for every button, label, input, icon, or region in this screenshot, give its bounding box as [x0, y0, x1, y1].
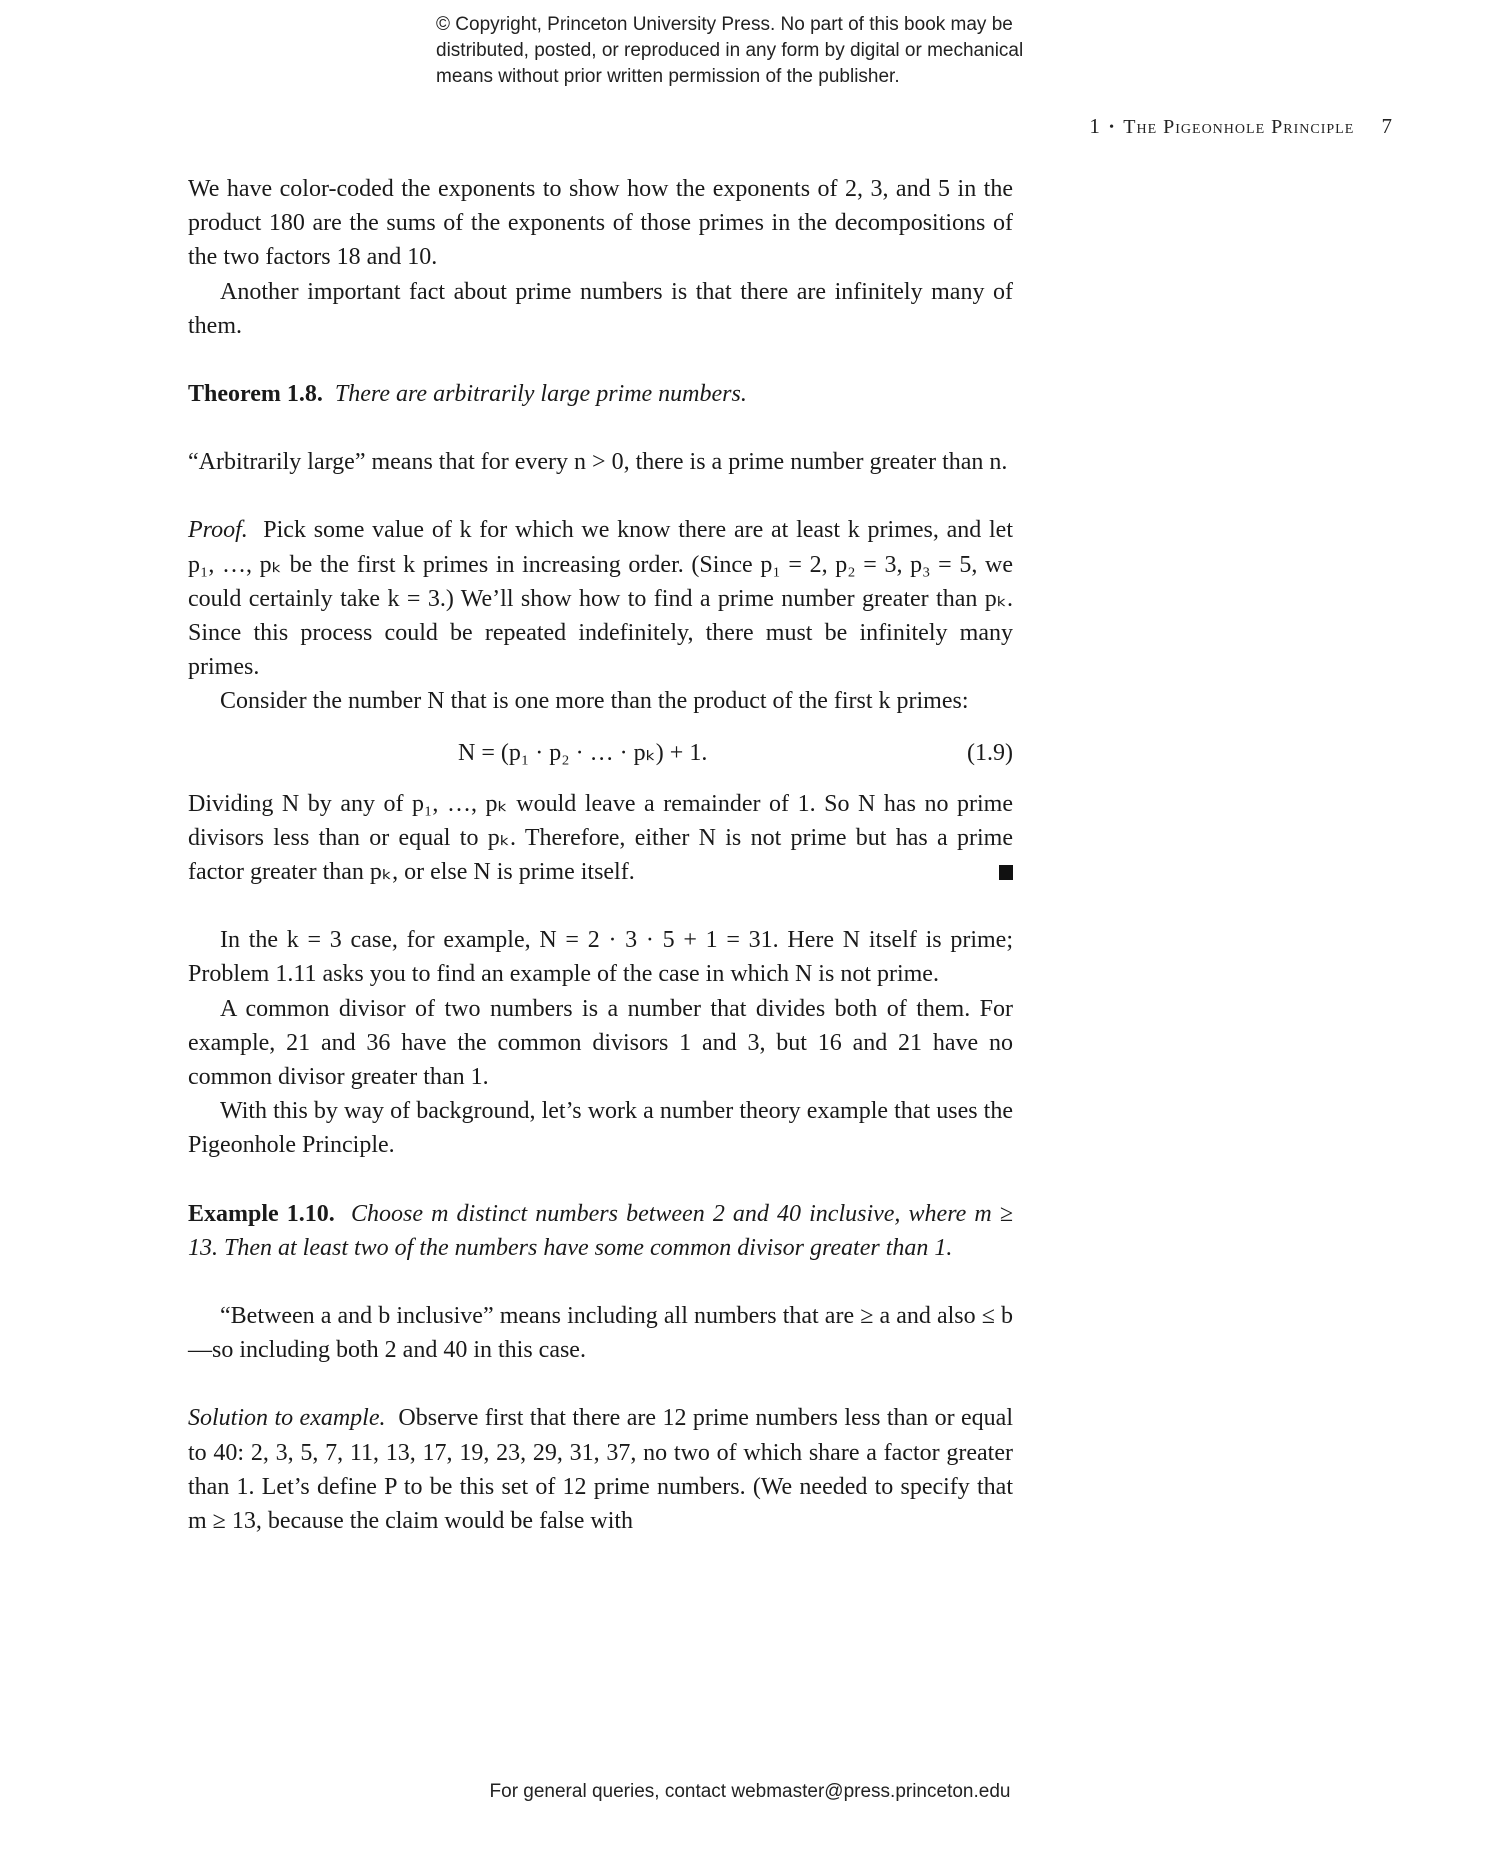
example-statement: Choose m distinct numbers between 2 and 40 inclusive, where m ≥ 13. Then at least two of the numbers have some common divisor greater than 1.: [188, 1200, 1014, 1261]
footer-contact: For general queries, contact webmaster@press.princeton.edu: [489, 1781, 1011, 1802]
paragraph: “Between a and b inclusive” means including all numbers that are ≥ a and also ≤ b—so including both 2 and 40 in this case.: [188, 1303, 1013, 1364]
copyright-line: means without prior written permission of the publisher.: [436, 66, 900, 87]
paragraph: Another important fact about prime numbers is that there are infinitely many of them.: [188, 278, 1013, 339]
solution-label: Solution to example.: [188, 1405, 386, 1432]
qed-square-icon: [999, 865, 1013, 880]
example-label: Example 1.10.: [188, 1200, 335, 1227]
proof-label: Proof.: [188, 517, 248, 544]
equation: [188, 736, 1013, 770]
bullet-icon: •: [1109, 120, 1114, 136]
theorem-label: Theorem 1.8.: [188, 381, 323, 408]
paragraph: “Arbitrarily large” means that for every n > 0, there is a prime number greater than n.: [188, 449, 1008, 476]
solution-text: Observe first that there are 12 prime numbers less than or equal to 40: 2, 3, 5, 7, 11, 13, 17, 19, 23, 29, 31, 37, no two of which share a factor greater than 1. Let’s define P to be this set of 12 prime numbers. (We needed to specify that m ≥ 13, because the claim would be false with: [188, 1405, 1013, 1535]
running-head: [990, 114, 1392, 139]
solution: [188, 1401, 1013, 1538]
chapter-number: 1: [1089, 114, 1100, 138]
paragraph: Consider the number N that is one more than the product of the first k primes:: [220, 688, 969, 715]
theorem-statement: There are arbitrarily large prime numbers.: [334, 381, 747, 408]
chapter-title: The Pigeonhole Principle: [1123, 116, 1355, 138]
proof-conclusion: Dividing N by any of p₁, …, pₖ would leave a remainder of 1. So N has no prime divisors less than or equal to pₖ. Therefore, either N is not prime but has a prime factor greater than pₖ, or else N is prime itself.: [188, 790, 1013, 886]
example: [188, 1197, 1013, 1265]
equation-formula: N = (p₁ · p₂ · … · pₖ) + 1.: [458, 739, 708, 766]
page-number: 7: [1381, 114, 1392, 138]
paragraph: A common divisor of two numbers is a number that divides both of them. For example, 21 and 36 have the common divisors 1 and 3, but 16 and 21 have no common divisor greater than 1.: [188, 995, 1013, 1091]
paragraph: With this by way of background, let’s work a number theory example that uses the Pigeonhole Principle.: [188, 1098, 1013, 1159]
copyright-notice: [436, 12, 1136, 90]
copyright-line: distributed, posted, or reproduced in any form by digital or mechanical: [436, 40, 1024, 61]
proof: [188, 513, 1013, 684]
proof-text: Pick some value of k for which we know there are at least k primes, and let p₁, …, pₖ be the first k primes in increasing order. (Since p₁ = 2, p₂ = 3, p₃ = 5, we could certainly take k = 3.) We’ll show how to find a prime number greater than pₖ. Since this process could be repeated indefinitely, there must be infinitely many primes.: [188, 517, 1013, 681]
equation-number: (1.9): [967, 739, 1013, 766]
page-body: [188, 172, 1013, 1538]
paragraph: In the k = 3 case, for example, N = 2 · 3 · 5 + 1 = 31. Here N itself is prime; Problem 1.11 asks you to find an example of the case in which N is not prime.: [188, 927, 1013, 988]
theorem: [188, 377, 1013, 411]
paragraph: We have color-coded the exponents to show how the exponents of 2, 3, and 5 in the product 180 are the sums of the exponents of those primes in the decompositions of the two factors 18 and 10.: [188, 176, 1013, 271]
paragraph: [188, 787, 1013, 890]
copyright-line: © Copyright, Princeton University Press. No part of this book may be: [436, 14, 1013, 35]
